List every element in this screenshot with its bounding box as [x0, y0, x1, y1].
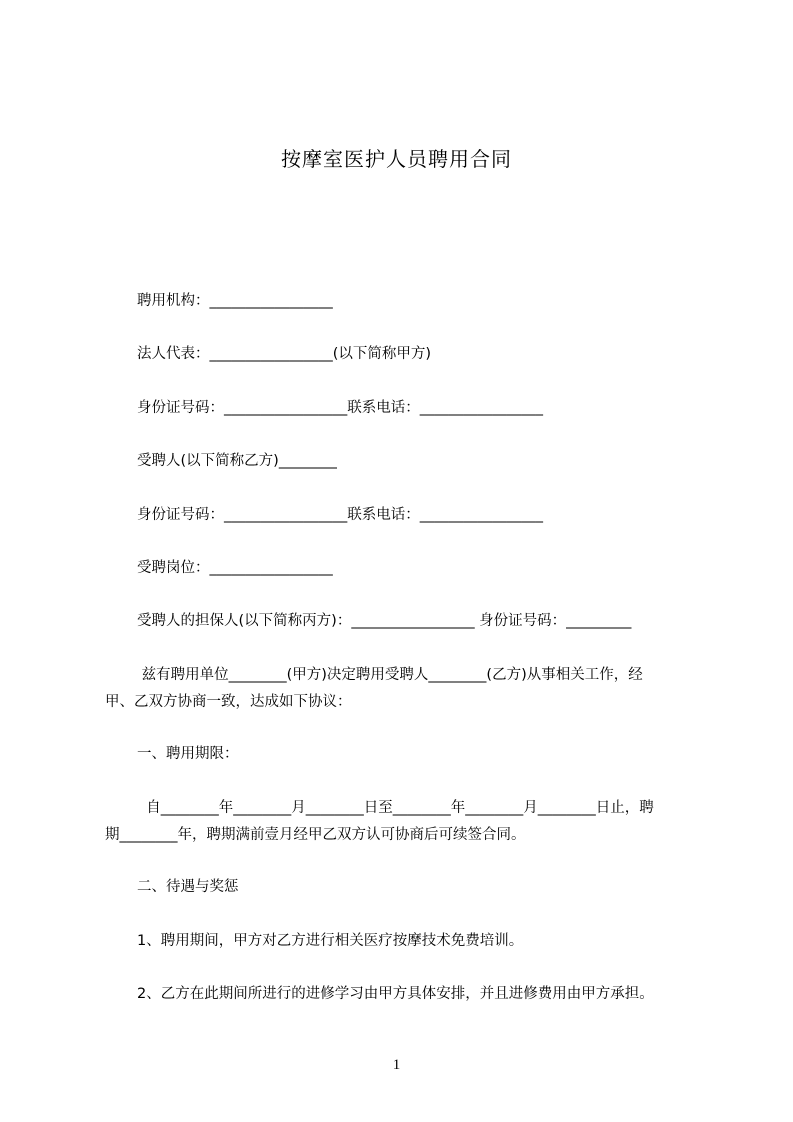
document-title: 按摩室医护人员聘用合同 [281, 147, 512, 171]
field-employer: 聘用机构：_________________ [137, 293, 333, 309]
term-paragraph-line-2: 期________年，聘期满前壹月经甲乙双方认可协商后可续签合同。 [105, 827, 526, 843]
section-heading-term: 一、聘用期限： [137, 746, 239, 762]
field-legal-representative: 法人代表：_________________(以下简称甲方) [137, 346, 432, 362]
field-position: 受聘岗位：_________________ [137, 560, 333, 576]
field-employee: 受聘人(以下简称乙方)________ [137, 453, 337, 469]
field-guarantor: 受聘人的担保人(以下简称丙方)：_________________ 身份证号码：_________ [137, 613, 632, 629]
intro-paragraph-line-1: 兹有聘用单位________(甲方)决定聘用受聘人________(乙方)从事相关工作，经 [137, 667, 643, 683]
term-paragraph-line-1: 自________年________月________日至________年________月________日止，聘 [137, 800, 654, 816]
field-party-a-id-phone: 身份证号码：_________________联系电话：_________________ [137, 400, 543, 416]
clause-2: 2、乙方在此期间所进行的进修学习由甲方具体安排，并且进修费用由甲方承担。 [137, 986, 654, 1002]
clause-1: 1、聘用期间，甲方对乙方进行相关医疗按摩技术免费培训。 [137, 933, 524, 949]
section-heading-compensation: 二、待遇与奖惩 [137, 879, 239, 895]
intro-paragraph-line-2: 甲、乙双方协商一致，达成如下协议： [105, 694, 352, 710]
page-number: 1 [392, 1057, 401, 1073]
field-party-b-id-phone: 身份证号码：_________________联系电话：_________________ [137, 507, 543, 523]
